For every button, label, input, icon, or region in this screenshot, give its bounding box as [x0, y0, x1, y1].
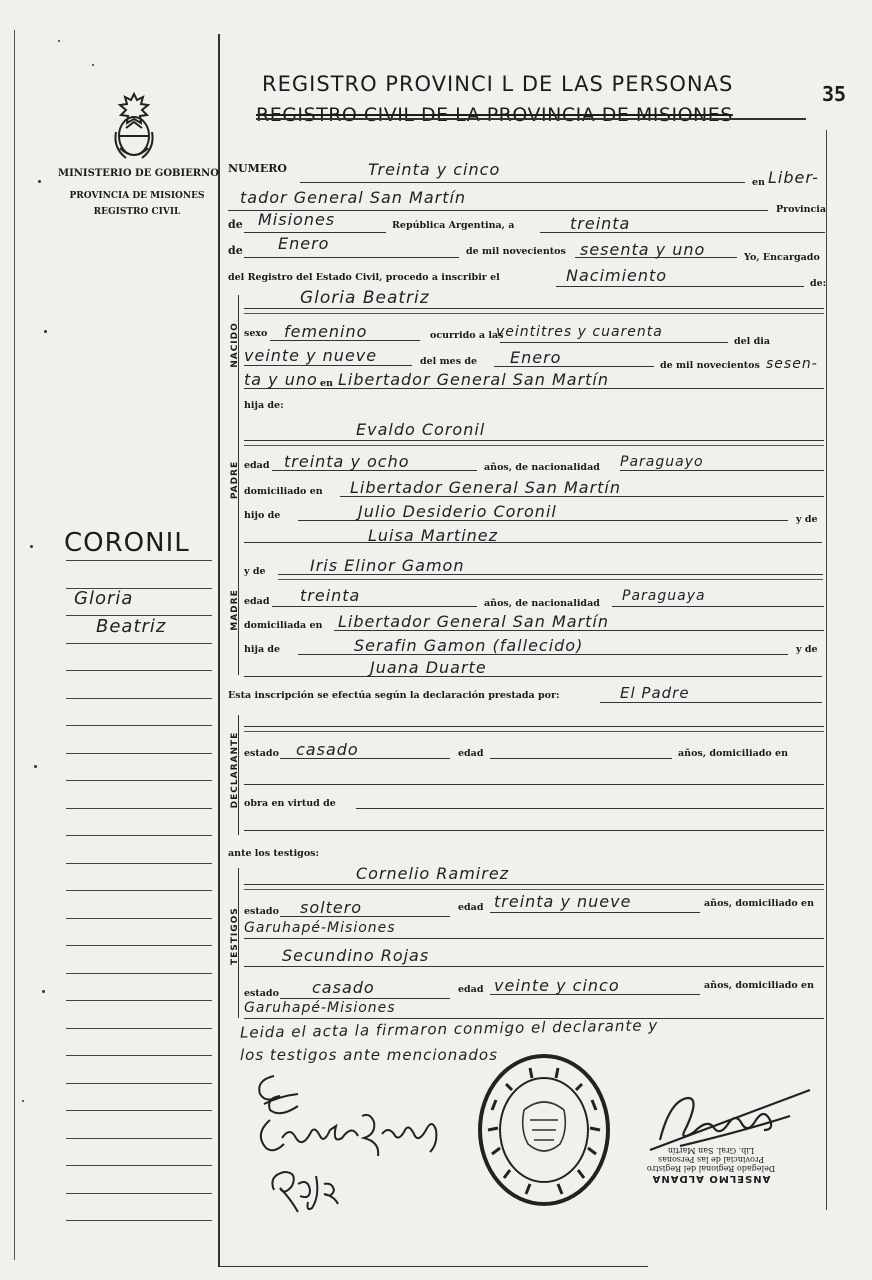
province-label: PROVINCIA DE MISIONES — [69, 191, 205, 201]
ministry-label: MINISTERIO DE GOBIERNO — [58, 168, 219, 179]
sidebar-rule — [66, 643, 212, 644]
madre-y-de-label-2: y de — [796, 644, 818, 655]
sidebar-rule — [66, 1083, 212, 1084]
sidebar-rule — [66, 863, 212, 864]
sidebar-rule — [66, 918, 212, 919]
declarante-edad-label: edad — [458, 748, 484, 759]
declarante-estado-label: estado — [244, 748, 279, 759]
madre-nacionalidad-value: Paraguaya — [622, 588, 706, 604]
witness-1-edad-value: treinta y nueve — [494, 892, 632, 911]
stamp-caption-1: ANSELMO ALDANA — [651, 1173, 771, 1184]
padre-edad-value: treinta y ocho — [284, 452, 410, 471]
witness-2: Secundino Rojas — [282, 946, 430, 965]
padre-tag: PADRE — [230, 460, 240, 500]
official-stamp-image — [474, 1050, 614, 1210]
page-title: REGISTRO PROVINCI L DE LAS PERSONAS — [262, 72, 734, 96]
witness-2-edad-label: edad — [458, 984, 484, 995]
padre-domicilio-value: Libertador General San Martín — [350, 478, 621, 497]
witness-1: Cornelio Ramirez — [356, 864, 510, 883]
sidebar-rule — [66, 780, 212, 781]
witness-2-edad-value: veinte y cinco — [494, 976, 620, 995]
padre-y-de-label: y de — [796, 514, 818, 525]
madre-hija-label: hija de — [244, 644, 281, 655]
numero-label: NUMERO — [228, 162, 287, 175]
declarante-anios-label: años, domiciliado en — [678, 748, 789, 759]
sidebar-rule — [66, 1028, 212, 1029]
madre-parent-1: Serafin Gamon (fallecido) — [354, 636, 584, 655]
witness-1-domicilio: Garuhapé-Misiones — [244, 920, 396, 936]
sidebar-rule — [66, 890, 212, 891]
act-value: Nacimiento — [566, 266, 668, 285]
sidebar-rule — [66, 973, 212, 974]
de-label-1: de — [228, 218, 243, 231]
hija-label: hija de: — [244, 400, 284, 411]
madre-edad-value: treinta — [300, 586, 361, 605]
declarante-estado-value: casado — [296, 740, 359, 759]
sidebar-rule — [66, 560, 212, 561]
stamp-caption-3: Provincial de las Personas — [657, 1155, 765, 1164]
coat-of-arms-icon — [108, 88, 160, 164]
dia-value: veinte y nueve — [244, 346, 378, 365]
padre-nacionalidad-label: años, de nacionalidad — [484, 462, 600, 473]
sidebar-rule — [66, 1000, 212, 1001]
left-page-edge — [14, 30, 15, 1260]
year-value: sesenta y uno — [580, 240, 706, 259]
witness-2-domicilio: Garuhapé-Misiones — [244, 1000, 396, 1016]
en-label-nacido: en — [320, 378, 333, 389]
nacido-tag: NACIDO — [230, 322, 240, 368]
stamp-caption-4: Lib. Gral. San Martín — [667, 1146, 755, 1155]
del-mes-label: del mes de — [420, 356, 478, 367]
en-label: en — [752, 177, 765, 188]
madre-domicilio-label: domiciliada en — [244, 620, 323, 631]
place-2: tador General San Martín — [240, 188, 467, 207]
province-value: Misiones — [258, 210, 336, 229]
sidebar-rule — [66, 698, 212, 699]
registrar-stamp-caption — [598, 1146, 824, 1184]
testigos-tag: TESTIGOS — [230, 907, 240, 965]
sidebar-surname: CORONIL — [64, 528, 190, 558]
de-colon: de: — [810, 278, 827, 289]
sidebar-rule — [66, 753, 212, 754]
madre-tag: MADRE — [230, 589, 240, 631]
madre-edad-label: edad — [244, 596, 270, 607]
witness-2-estado-value: casado — [312, 978, 375, 997]
padre-parent-1: Julio Desiderio Coronil — [358, 502, 557, 521]
de-label-2: de — [228, 244, 243, 257]
closing-line-2: los testigos ante mencionados — [240, 1046, 498, 1064]
sidebar-rule — [66, 1193, 212, 1194]
padre-nacionalidad-value: Paraguayo — [620, 454, 704, 470]
mes-value: Enero — [510, 348, 562, 367]
day-value: treinta — [570, 214, 631, 233]
sidebar-rule — [66, 808, 212, 809]
witness-2-anios-label: años, domiciliado en — [704, 980, 815, 991]
sidebar-rule — [66, 1110, 212, 1111]
witness-1-edad-label: edad — [458, 902, 484, 913]
witness-1-estado-label: estado — [244, 906, 279, 917]
sidebar-given-name-2: Beatriz — [96, 616, 167, 637]
struck-title: REGISTRO CIVIL DE LA PROVINCIA DE MISIONES — [256, 104, 733, 126]
madre-parent-2: Juana Duarte — [370, 658, 487, 677]
madre-domicilio-value: Libertador General San Martín — [338, 612, 609, 631]
column-divider — [218, 34, 220, 1266]
place-1: Liber- — [768, 168, 819, 187]
republica-label: República Argentina, a — [392, 220, 515, 231]
declarante-value: El Padre — [620, 684, 690, 702]
strike-line — [256, 118, 806, 120]
sexo-value: femenino — [284, 322, 368, 341]
nacido-name: Gloria Beatriz — [300, 288, 430, 308]
stamp-caption-2: Delegado Regional del Registro — [646, 1164, 776, 1173]
madre-y-de-label: y de — [244, 566, 266, 577]
provincia-label: Provincia — [776, 204, 827, 215]
lugar-value: Libertador General San Martín — [338, 370, 609, 389]
closing-line-1: Leida el acta la firmaron conmigo el declarante y — [239, 1016, 659, 1042]
sidebar-rule — [66, 1165, 212, 1166]
del-dia-label: del dia — [734, 336, 771, 347]
signature-2-image — [252, 1108, 462, 1158]
padre-domicilio-label: domiciliado en — [244, 486, 323, 497]
hora-value: veintitres y cuarenta — [496, 324, 663, 340]
sidebar-rule — [66, 670, 212, 671]
obra-label: obra en virtud de — [244, 798, 336, 809]
declarante-tag: DECLARANTE — [230, 731, 240, 809]
encargado-label: Yo, Encargado — [744, 252, 820, 263]
year-label: de mil novecientos — [466, 246, 566, 257]
padre-hijo-label: hijo de — [244, 510, 281, 521]
madre-nacionalidad-label: años, de nacionalidad — [484, 598, 600, 609]
sidebar-rule — [66, 725, 212, 726]
sidebar-rule — [66, 835, 212, 836]
madre-name: Iris Elinor Gamon — [310, 556, 465, 575]
sidebar-rule — [66, 1138, 212, 1139]
padre-parent-2: Luisa Martinez — [368, 526, 499, 545]
sidebar-rule — [66, 1220, 212, 1221]
sidebar-given-name-1: Gloria — [74, 588, 134, 609]
sidebar-rule — [66, 945, 212, 946]
padre-name: Evaldo Coronil — [356, 420, 486, 439]
numero-value: Treinta y cinco — [368, 160, 501, 179]
anio-value-2: ta y uno — [244, 370, 318, 389]
witness-1-anios-label: años, domiciliado en — [704, 898, 815, 909]
sexo-label: sexo — [244, 328, 268, 339]
registry-label: REGISTRO CIVIL — [93, 207, 181, 217]
witness-2-estado-label: estado — [244, 988, 279, 999]
bottom-border — [218, 1266, 648, 1267]
procedo-label: del Registro del Estado Civil, procedo a inscribir el — [228, 272, 500, 283]
page-number: 35 — [822, 82, 847, 106]
padre-edad-label: edad — [244, 460, 270, 471]
right-border — [826, 130, 827, 1210]
witness-1-estado-value: soltero — [300, 898, 363, 917]
sidebar-rule — [66, 1055, 212, 1056]
statement-label: Esta inscripción se efectúa según la declaración prestada por: — [228, 690, 560, 701]
anio-value-1: sesen- — [766, 356, 818, 372]
de-mil-label: de mil novecientos — [660, 360, 760, 371]
ocurrido-label: ocurrido a las — [430, 330, 504, 341]
testigos-intro: ante los testigos: — [228, 848, 320, 859]
month-value: Enero — [278, 234, 330, 253]
signature-3-image — [262, 1160, 352, 1216]
